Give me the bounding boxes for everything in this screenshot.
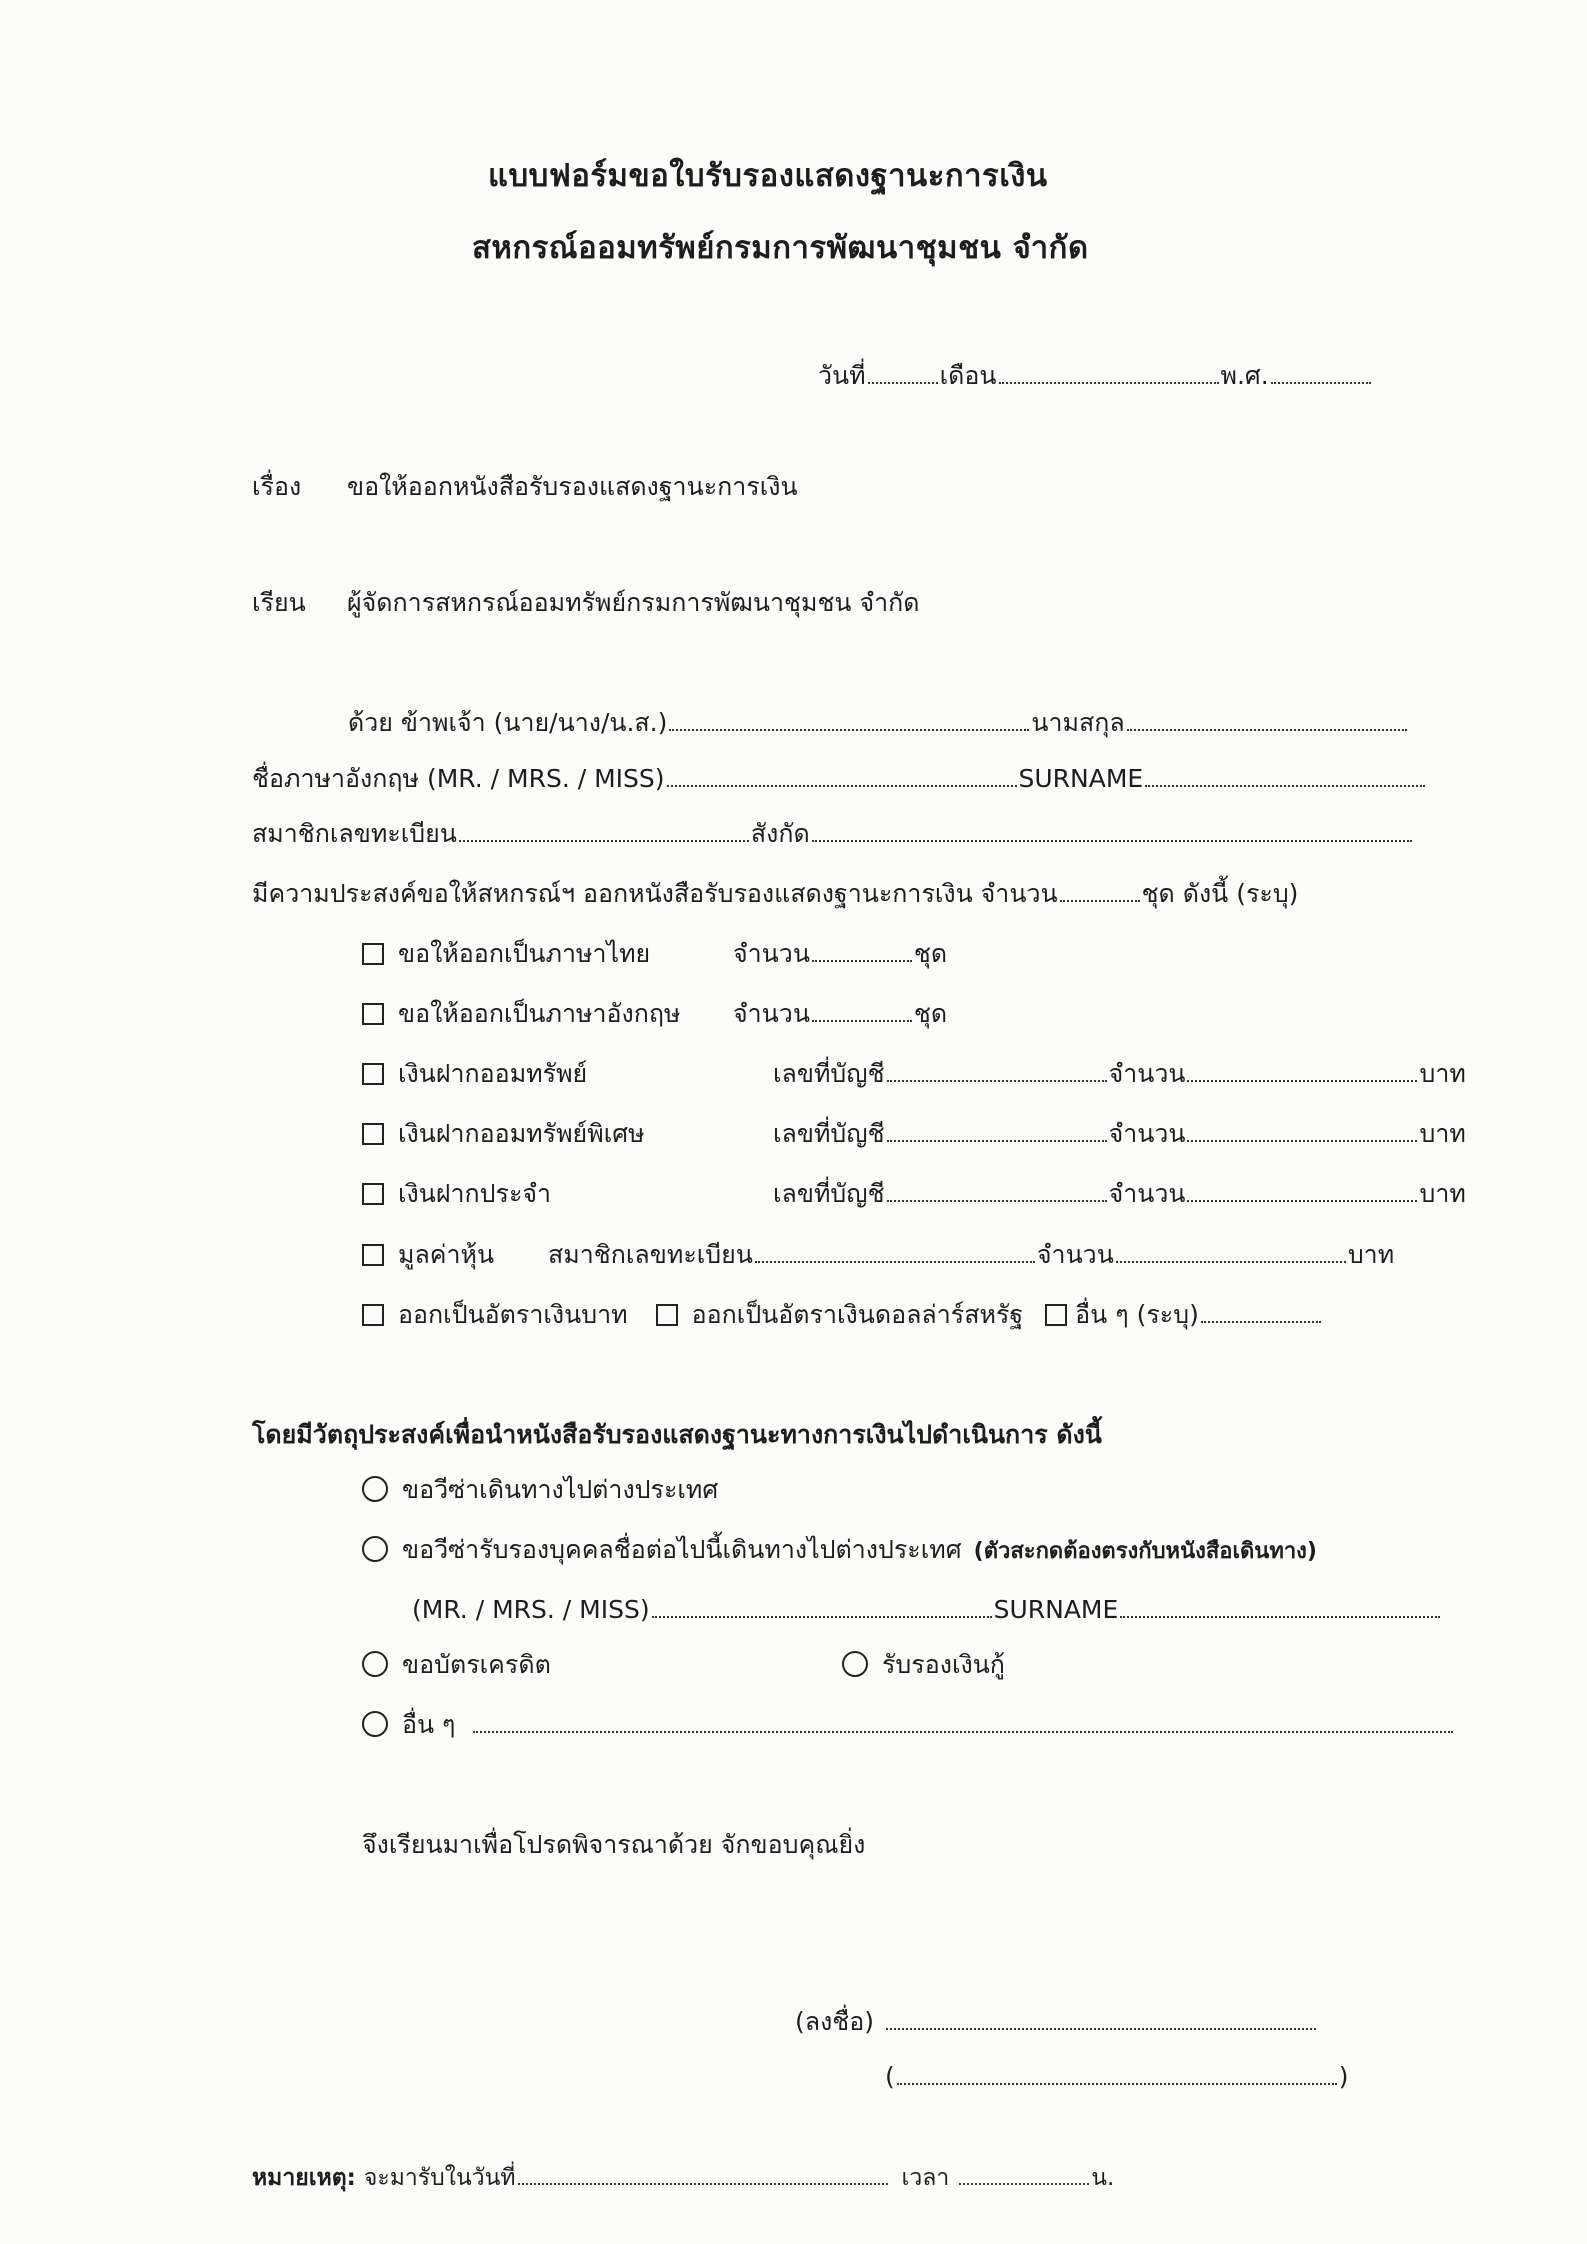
currency-baht-label: ออกเป็นอัตราเงินบาท <box>398 1300 628 1329</box>
note-time-unit: น. <box>1091 2165 1115 2191</box>
signature-close-paren: ) <box>1338 2062 1349 2091</box>
date-row <box>818 359 1373 393</box>
signature-row <box>795 2005 1318 2039</box>
purpose-other-label: อื่น ๆ <box>402 1710 456 1739</box>
applicant-name-field[interactable] <box>669 728 1029 731</box>
signature-label: (ลงชื่อ) <box>795 2007 875 2036</box>
purpose-visa-person-radio[interactable] <box>362 1536 388 1562</box>
option-shares-label: มูลค่าหุ้น <box>398 1240 495 1269</box>
purpose-other-field[interactable] <box>473 1730 1453 1733</box>
option-thai-label: ขอให้ออกเป็นภาษาไทย <box>398 939 651 968</box>
option-english-row <box>362 997 947 1031</box>
applicant-intro-label: ด้วย ข้าพเจ้า (นาย/นาง/น.ส.) <box>348 708 668 737</box>
purpose-other-row <box>362 1708 1455 1742</box>
member-row <box>252 817 1414 851</box>
option-english-amount-field[interactable] <box>812 1019 912 1022</box>
currency-baht-checkbox[interactable] <box>362 1304 384 1326</box>
currency-usd-label: ออกเป็นอัตราเงินดอลล่าร์สหรัฐ <box>691 1300 1024 1329</box>
form-title-line2: สหกรณ์ออมทรัพย์กรมการพัฒนาชุมชน จำกัด <box>472 230 1089 266</box>
purpose-visa-label: ขอวีซ่าเดินทางไปต่างประเทศ <box>402 1475 719 1504</box>
request-count-field[interactable] <box>1060 899 1140 902</box>
note-time-label: เวลา <box>901 2165 950 2191</box>
option-shares-unit: บาท <box>1347 1240 1395 1269</box>
purpose-heading: โดยมีวัตถุประสงค์เพื่อนำหนังสือรับรองแสดงฐานะทางการเงินไปดำเนินการ ดังนี้ <box>252 1420 1102 1449</box>
purpose-en-name-label: (MR. / MRS. / MISS) <box>412 1595 650 1624</box>
form-title-line1: แบบฟอร์มขอใบรับรองแสดงฐานะการเงิน <box>488 158 1048 194</box>
note-row <box>252 2160 1114 2195</box>
option-savings-unit: บาท <box>1419 1059 1466 1088</box>
purpose-en-surname-field[interactable] <box>1120 1615 1440 1618</box>
purpose-loan-label: รับรองเงินกู้ <box>882 1650 1005 1679</box>
surname-en-label: SURNAME <box>1018 764 1144 793</box>
option-shares-member-label: สมาชิกเลขทะเบียน <box>548 1240 753 1269</box>
date-month-field[interactable] <box>999 381 1219 384</box>
name-en-label: ชื่อภาษาอังกฤษ (MR. / MRS. / MISS) <box>252 764 665 793</box>
purpose-loan-radio[interactable] <box>842 1651 868 1677</box>
option-currency-row <box>362 1298 1323 1332</box>
date-year-label: พ.ศ. <box>1220 361 1269 390</box>
option-thai-amount-label: จำนวน <box>733 939 810 968</box>
option-special-label: เงินฝากออมทรัพย์พิเศษ <box>398 1119 645 1148</box>
option-fixed-checkbox[interactable] <box>362 1183 384 1205</box>
option-english-label: ขอให้ออกเป็นภาษาอังกฤษ <box>398 999 681 1028</box>
purpose-visa-person-label: ขอวีซ่ารับรองบุคคลชื่อต่อไปนี้เดินทางไปต่างประเทศ <box>402 1535 962 1564</box>
note-time-field[interactable] <box>959 2182 1089 2185</box>
date-day-label: วันที่ <box>818 361 866 390</box>
purpose-en-name-row <box>412 1593 1442 1627</box>
option-fixed-account-label: เลขที่บัญชี <box>773 1179 885 1208</box>
note-label: หมายเหตุ: <box>252 2165 356 2191</box>
option-thai-row <box>362 937 947 971</box>
subject-row <box>252 470 798 504</box>
option-fixed-unit: บาท <box>1419 1179 1466 1208</box>
request-label: มีความประสงค์ขอให้สหกรณ์ฯ ออกหนังสือรับรองแสดงฐานะการเงิน จำนวน <box>252 879 1058 908</box>
affiliation-label: สังกัด <box>750 819 810 848</box>
recipient-row <box>252 586 920 620</box>
purpose-credit-card-radio[interactable] <box>362 1651 388 1677</box>
purpose-credit-card-label: ขอบัตรเครดิต <box>402 1650 551 1679</box>
surname-th-label: นามสกุล <box>1031 708 1125 737</box>
option-english-amount-label: จำนวน <box>733 999 810 1028</box>
option-thai-unit: ชุด <box>913 939 948 968</box>
signature-name-row <box>885 2060 1349 2094</box>
option-thai-checkbox[interactable] <box>362 943 384 965</box>
purpose-visa-row <box>362 1473 718 1507</box>
surname-en-field[interactable] <box>1145 784 1425 787</box>
recipient-label: เรียน <box>252 588 306 617</box>
option-fixed-amount-field[interactable] <box>1187 1199 1417 1202</box>
member-no-label: สมาชิกเลขทะเบียน <box>252 819 457 848</box>
name-en-field[interactable] <box>667 784 1017 787</box>
subject-label: เรื่อง <box>252 472 302 501</box>
option-fixed-amount-label: จำนวน <box>1108 1179 1186 1208</box>
option-savings-account-field[interactable] <box>887 1079 1107 1082</box>
option-savings-label: เงินฝากออมทรัพย์ <box>398 1059 588 1088</box>
signature-name-field[interactable] <box>897 2082 1337 2085</box>
applicant-name-row <box>348 706 1409 740</box>
option-special-checkbox[interactable] <box>362 1123 384 1145</box>
purpose-en-name-field[interactable] <box>652 1615 992 1618</box>
purpose-visa-radio[interactable] <box>362 1476 388 1502</box>
option-shares-amount-label: จำนวน <box>1036 1240 1114 1269</box>
option-savings-account-label: เลขที่บัญชี <box>773 1059 885 1088</box>
option-shares-row <box>362 1238 1394 1272</box>
option-shares-checkbox[interactable] <box>362 1244 384 1266</box>
surname-th-field[interactable] <box>1127 728 1407 731</box>
option-english-checkbox[interactable] <box>362 1003 384 1025</box>
date-month-label: เดือน <box>939 361 997 390</box>
purpose-en-surname-label: SURNAME <box>993 1595 1119 1624</box>
option-special-unit: บาท <box>1419 1119 1466 1148</box>
option-english-unit: ชุด <box>913 999 948 1028</box>
option-special-account-field[interactable] <box>887 1139 1107 1142</box>
note-text: จะมารับในวันที่ <box>363 2165 516 2191</box>
recipient-text: ผู้จัดการสหกรณ์ออมทรัพย์กรมการพัฒนาชุมชน จำกัด <box>347 588 920 617</box>
member-no-field[interactable] <box>459 839 749 842</box>
affiliation-field[interactable] <box>812 839 1412 842</box>
purpose-visa-note: (ตัวสะกดต้องตรงกับหนังสือเดินทาง) <box>973 1539 1317 1564</box>
option-fixed-label: เงินฝากประจำ <box>398 1179 552 1208</box>
option-fixed-row <box>362 1177 1466 1211</box>
option-special-amount-field[interactable] <box>1187 1139 1417 1142</box>
currency-usd-checkbox[interactable] <box>656 1304 678 1326</box>
purpose-credit-row <box>362 1648 1005 1682</box>
option-thai-amount-field[interactable] <box>812 959 912 962</box>
request-unit-label: ชุด ดังนี้ (ระบุ) <box>1141 879 1299 908</box>
note-date-field[interactable] <box>518 2182 888 2185</box>
currency-other-label: อื่น ๆ (ระบุ) <box>1075 1300 1199 1329</box>
subject-text: ขอให้ออกหนังสือรับรองแสดงฐานะการเงิน <box>347 472 798 501</box>
closing-text: จึงเรียนมาเพื่อโปรดพิจารณาด้วย จักขอบคุณยิ่ง <box>362 1830 866 1859</box>
applicant-en-row <box>252 762 1427 796</box>
option-special-account-label: เลขที่บัญชี <box>773 1119 885 1148</box>
option-shares-amount-field[interactable] <box>1116 1260 1346 1263</box>
currency-other-checkbox[interactable] <box>1045 1304 1067 1326</box>
date-day-field[interactable] <box>868 381 938 384</box>
option-savings-amount-field[interactable] <box>1187 1079 1417 1082</box>
option-special-row <box>362 1117 1466 1151</box>
option-fixed-account-field[interactable] <box>887 1199 1107 1202</box>
request-row <box>252 877 1298 911</box>
option-savings-amount-label: จำนวน <box>1108 1059 1186 1088</box>
option-savings-checkbox[interactable] <box>362 1063 384 1085</box>
signature-field[interactable] <box>886 2027 1316 2030</box>
currency-other-field[interactable] <box>1201 1320 1321 1323</box>
option-savings-row <box>362 1057 1466 1091</box>
date-year-field[interactable] <box>1271 381 1371 384</box>
option-shares-member-field[interactable] <box>755 1260 1035 1263</box>
option-special-amount-label: จำนวน <box>1108 1119 1186 1148</box>
purpose-visa-person-row <box>362 1533 1317 1569</box>
signature-open-paren: ( <box>885 2062 895 2091</box>
purpose-other-radio[interactable] <box>362 1711 388 1737</box>
